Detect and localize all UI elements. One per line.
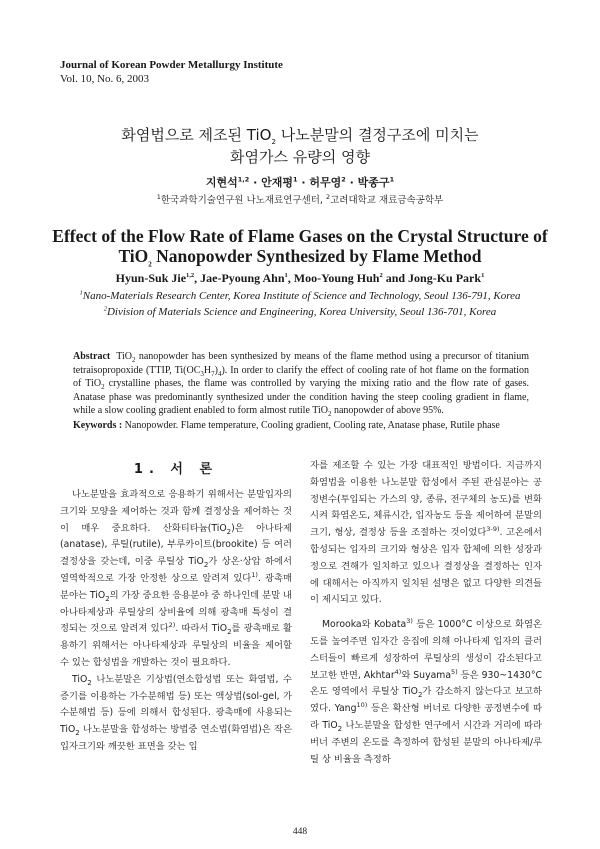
reference-mark: 3-9) xyxy=(486,525,500,534)
separator: · xyxy=(345,176,358,189)
reference-mark: 1) xyxy=(251,570,258,579)
affiliation-mark: 2 xyxy=(379,272,383,279)
affiliation-mark: 1 xyxy=(79,289,83,297)
affiliation-mark: 2 xyxy=(341,175,346,184)
reference-mark: 3) xyxy=(406,617,413,626)
abstract-text: ) xyxy=(214,364,218,376)
reference-mark: 5) xyxy=(451,667,458,676)
affiliation-mark: 1 xyxy=(284,272,288,279)
english-title xyxy=(0,226,600,269)
author-name: and Jong-Ku Park xyxy=(382,271,482,285)
affiliation-mark: 1 xyxy=(389,175,395,184)
english-authors xyxy=(0,271,600,286)
separator: · xyxy=(249,176,262,189)
english-affiliation-2 xyxy=(0,306,600,318)
subscript: 2 xyxy=(105,594,110,603)
affiliation-text: Division of Materials Science and Engineering, Korea University, Seoul 136-701, Korea xyxy=(106,306,497,318)
subscript: 2 xyxy=(131,356,136,364)
body-text: . 따라서 TiO xyxy=(175,623,228,635)
journal-header xyxy=(60,58,283,86)
author-name: Hyun-Suk Jie xyxy=(115,271,187,285)
reference-mark: 4) xyxy=(394,667,402,676)
body-text: 자를 제조할 수 있는 가장 대표적인 방법이다. 지금까지 화염법을 이용한 나노분말 합성에서 주된 관심분야는 공정변수(투입되는 가스의 양, 종류, 전구체의 농도)를 변화시켜 화염온도, 체류시간, 입자농도 등을 제어하여 분말의 크기, 형상, 결정상 등을 조절하는 것이었다 xyxy=(310,460,542,539)
body-text: . 고온에서 합성되는 입자의 크기와 형상은 입자 합체에 의한 성장과정으로 견해가 일치하고 있으나 결정상을 결정하는 인자에 대해서는 아직까지 일치된 설명은 없고 다양한 의견들이 제시되고 있다. xyxy=(310,527,542,606)
korean-title-line2: 화염가스 유량의 영향 xyxy=(230,148,370,166)
subscript: 4 xyxy=(217,369,222,378)
paragraph xyxy=(310,617,542,768)
page-number: 448 xyxy=(292,827,308,837)
author-name: 박종구 xyxy=(357,176,390,189)
affiliation-text: Nano-Materials Research Center, Korea Institute of Science and Technology, Seoul 136-791, Korea xyxy=(82,290,521,302)
body-text: 나노분말을 효과적으로 응용하기 위해서는 분말입자의 크기와 모양을 제어하는 것과 함께 결정상을 제어하는 것이 매우 중요하다. 산화티타늄(TiO xyxy=(60,489,292,534)
body-text: )은 아나타제(anatase), 루틸(rutile), 부루카이트(brookite) 등 여러 결정상을 갖는데, 이중 루틸상 TiO xyxy=(60,522,292,568)
subscript: 2 xyxy=(148,260,152,269)
body-text: TiO xyxy=(72,673,88,685)
left-column xyxy=(60,487,292,756)
body-text: Morooka와 Kobata xyxy=(322,619,407,631)
abstract-text: nanopowder of above 95%. xyxy=(331,405,444,417)
author-name: 지현석 xyxy=(205,176,238,189)
author-name: 안재평 xyxy=(261,176,294,189)
english-title-line1: Effect of the Flow Rate of Flame Gases on the Crystal Structure of xyxy=(52,226,548,246)
body-text: 등은 확산형 버너로 다양한 공정변수에 따라 TiO xyxy=(310,703,543,731)
korean-title xyxy=(0,124,600,168)
journal-volume: Vol. 10, No. 6, 2003 xyxy=(60,73,150,85)
subscript: 2 xyxy=(87,678,92,687)
subscript: 2 xyxy=(203,561,209,570)
subscript: 2 xyxy=(327,410,332,419)
subscript: 2 xyxy=(75,729,80,738)
body-text: 나노분말을 합성한 연구에서 시간과 거리에 따라 버너 주변의 온도를 측정하여 합성된 분말의 아나타제/루틸 상 비율을 측정하 xyxy=(310,719,542,765)
abstract-text: H xyxy=(203,364,212,376)
subscript: 2 xyxy=(226,527,232,536)
right-column xyxy=(310,458,542,768)
subscript: 7 xyxy=(211,369,215,378)
paragraph xyxy=(60,672,292,756)
body-text: 의 가장 중요한 응용분야 중 하나인데 분말 내 아나타제상과 루틸상의 상비율에 의해 광촉매 특성이 결정되는 것으로 알려져 있다 xyxy=(60,589,293,635)
affiliation-mark: 1 xyxy=(156,192,161,201)
reference-mark: 2) xyxy=(168,621,176,630)
body-text: 가 상온·상압 하에서 열역학적으로 가장 안정한 상으로 알려져 있다 xyxy=(60,556,292,584)
journal-name: Journal of Korean Powder Metallurgy Institute xyxy=(60,59,283,71)
separator: · xyxy=(297,176,310,189)
abstract-text: crystalline phases, the flame was controlled by varying the mixing ratio and the flow rate of gases. Anatase phase was predominantly synthesized under the condition having the steep cooling gradient in flame, while a slow cooling gradient enabled to form almost rutile TiO xyxy=(73,378,529,417)
affiliation-text: 고려대학교 재료금속공학부 xyxy=(330,195,444,206)
affiliation-mark: 1,2 xyxy=(186,272,195,279)
paragraph xyxy=(310,458,542,609)
abstract-label: Abstract xyxy=(73,351,111,362)
subscript: 2 xyxy=(227,628,232,637)
english-title-part: TiO xyxy=(118,246,149,266)
keywords-text: Nanopowder. Flame temperature, Cooling gradient, Cooling rate, Anatase phase, Rutile phase xyxy=(124,420,500,431)
abstract xyxy=(73,350,529,418)
abstract-text: nanopowder has been synthesized by means of the flame method using a precursor of titanium tetraisopropoxide (TTIP, Ti(OC xyxy=(73,351,529,376)
affiliation-text: 한국과학기술연구원 나노재료연구센터, xyxy=(160,195,326,206)
subscript: 2 xyxy=(101,383,105,392)
body-text: 를 광촉매로 활용하기 위해서는 아나타제상과 루틸상의 비율을 제어할 수 있는 합성법을 개발하는 것이 필요하다. xyxy=(60,623,292,668)
korean-title-part: 나노분말의 결정구조에 미치는 xyxy=(275,126,479,144)
affiliation-mark: 2 xyxy=(325,192,331,201)
body-text: . 광촉매 분야는 TiO xyxy=(60,572,292,601)
reference-mark: 10) xyxy=(356,701,368,710)
affiliation-mark: 1 xyxy=(293,175,298,184)
author-name: , Moo-Young Huh xyxy=(287,271,380,285)
author-name: 허무영 xyxy=(309,176,342,189)
korean-affiliations xyxy=(0,192,600,206)
paragraph xyxy=(60,487,292,672)
keywords xyxy=(73,420,529,431)
affiliation-mark: 1,2 xyxy=(237,175,250,184)
body-text: 나노분말은 기상법(연소합성법 또는 화염법, 수증기를 이용하는 가수분해법 등) 또는 액상법(sol-gel, 가수분해법 등) 등에 의해서 합성된다. 광촉매에 사용되는 TiO xyxy=(60,673,292,736)
korean-authors xyxy=(0,174,600,190)
english-title-part: Nanopowder Synthesized by Flame Method xyxy=(151,246,482,266)
body-text: 와 Suyama xyxy=(401,669,452,681)
affiliation-mark: 2 xyxy=(103,305,107,313)
korean-title-part: 화염법으로 제조된 TiO xyxy=(121,126,272,144)
abstract-text: ). In order to clarify the effect of cooling rate of hot flame on the formation of TiO xyxy=(73,364,529,390)
subscript: 2 xyxy=(271,138,276,146)
subscript: 2 xyxy=(337,724,343,733)
body-text: 가 감소하지 않는다고 보고하였다. Yang xyxy=(310,686,542,715)
author-name: , Jae-Pyoung Ahn xyxy=(194,271,285,285)
keywords-label: Keywords : xyxy=(73,420,125,431)
section-title: 1. 서 론 xyxy=(133,462,219,477)
body-text: 등은 930~1430°C 온도 영역에서 루틸상 TiO xyxy=(310,669,542,698)
english-affiliation-1 xyxy=(0,290,600,302)
subscript: 3 xyxy=(200,369,204,378)
affiliation-mark: 1 xyxy=(481,272,485,279)
abstract-text: TiO xyxy=(116,351,132,362)
subscript: 2 xyxy=(417,691,423,700)
body-text: 등은 1000°C 이상으로 화염온도를 높여주면 입자간 응집에 의해 아나타제 입자의 클러스터들이 빠르게 성장하여 루틸상의 생성이 감소된다고 보고한 반면, Akhtar xyxy=(310,619,542,681)
body-text: 나노분말을 합성하는 방법중 연소법(화염법)은 작은 입자크기와 깨끗한 표면을 갖는 입 xyxy=(60,724,292,752)
